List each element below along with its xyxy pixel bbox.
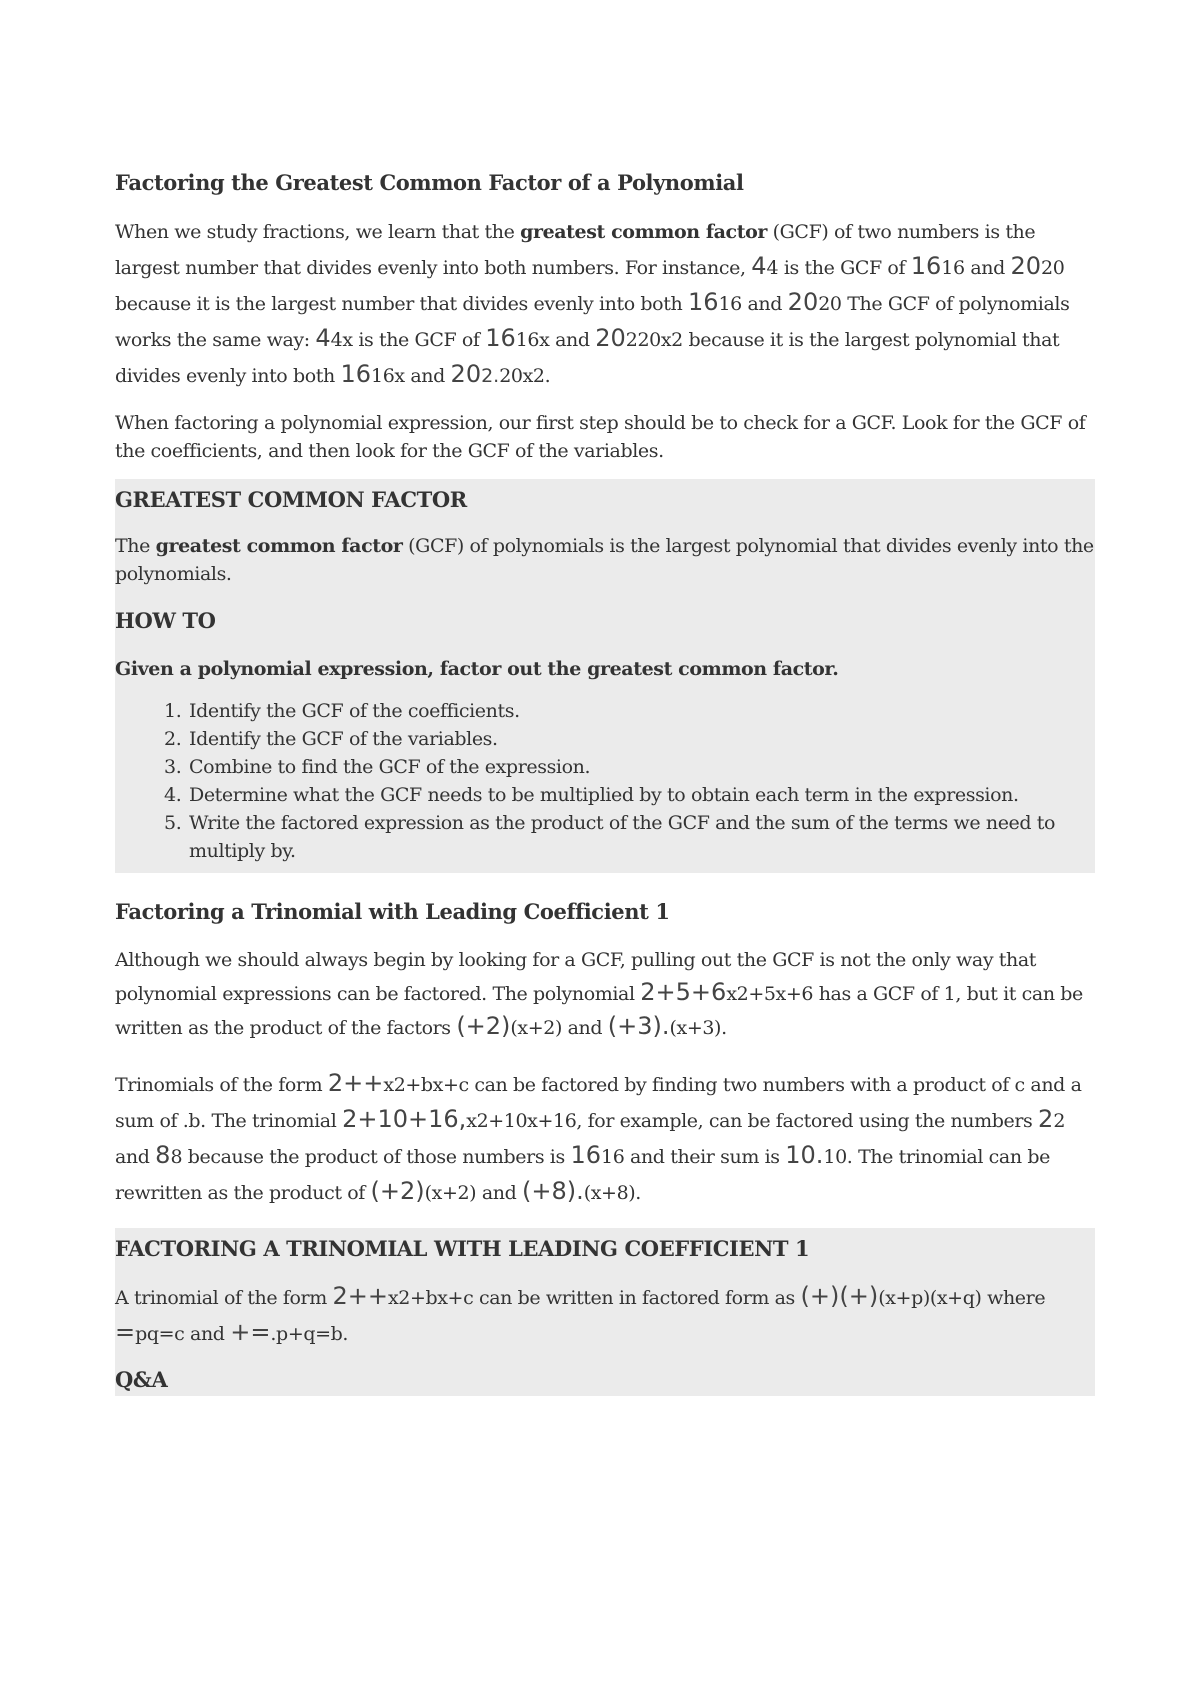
howto-instruction (115, 655, 1095, 683)
trinomial-definition-box (115, 1228, 1095, 1396)
howto-heading: HOW TO (115, 608, 216, 633)
gcf-intro-paragraph (115, 215, 1095, 393)
list-item: 2. Identify the GCF of the variables. (187, 725, 1095, 753)
math-expr: 20 (595, 324, 626, 352)
text: (x+8). (583, 1182, 641, 1204)
math-expr: 2+5+6 (640, 978, 727, 1006)
math-expr: 2. (481, 365, 500, 387)
bold-term: greatest common factor (155, 535, 403, 557)
text: 2 and (115, 1110, 1066, 1168)
list-item: 5. Write the factored expression as the product of the GCF and the sum of the terms we need to multiply by. (187, 809, 1095, 865)
gcf-definition-text (115, 532, 1095, 588)
math-expr: 20 (450, 360, 482, 388)
text: When we study fractions, we learn that the (115, 221, 521, 243)
text: c and a sum of (115, 1074, 1082, 1132)
text: The (115, 535, 156, 557)
box-heading: GREATEST COMMON FACTOR (115, 487, 467, 512)
text: 16 and (718, 293, 788, 315)
list-item: 3. Combine to find the GCF of the expression. (187, 753, 1095, 781)
list-item: 4. Determine what the GCF needs to be multiplied by to obtain each term in the expression. (187, 781, 1095, 809)
math-expr: 8 (155, 1141, 171, 1169)
text: (x+p)(x+q) where (878, 1287, 1046, 1309)
math-expr: 16 (570, 1141, 602, 1169)
text: (GCF) of two numbers is the largest number that divides evenly into both numbers. For instance, (115, 221, 1036, 279)
text: A trinomial of the form (115, 1287, 333, 1309)
math-expr: 2+10+16, (342, 1105, 467, 1133)
math-expr: 20 (1010, 252, 1042, 280)
math-expr: 16 (340, 360, 372, 388)
text: 4 is the GCF of (766, 257, 911, 279)
bold-term: greatest common factor (520, 221, 767, 243)
math-expr: 2++ (332, 1282, 388, 1310)
math-expr: = (115, 1318, 136, 1346)
text: (GCF) of polynomials is the largest polynomial that divides evenly into the polynomials. (115, 535, 1094, 585)
text: 20x2. (499, 365, 551, 387)
text: (x+3). (669, 1017, 727, 1039)
text: (x+2) and (424, 1182, 522, 1204)
text: x2+5x+6 has a GCF of 1, but it can be written as the product of the factors (115, 983, 1083, 1039)
text: .b. The trinomial (182, 1110, 343, 1132)
math-expr: (+)(+) (800, 1282, 879, 1310)
gcf-steps-intro-paragraph: When factoring a polynomial expression, our first step should be to check for a GCF. Look for the GCF of the coefficients, and then look for the GCF of the variables. (115, 412, 1086, 462)
math-expr: 10. (785, 1141, 824, 1169)
math-expr: 16 (910, 252, 942, 280)
text: x2+10x+16, for example, can be factored using the numbers (466, 1110, 1039, 1132)
text: 8 because the product of those numbers is (170, 1146, 571, 1168)
text: 220x2 because it is the largest polynomial that divides evenly into both (115, 329, 1060, 387)
bold-instruction: Given a polynomial expression, factor out the greatest common factor. (115, 658, 839, 680)
math-expr: 2++ (327, 1069, 384, 1097)
text: 16x and (371, 365, 451, 387)
text: 4x is the GCF of (330, 329, 486, 351)
text: (x+2) and (510, 1017, 608, 1039)
box-heading: FACTORING A TRINOMIAL WITH LEADING COEFFICIENT 1 (115, 1236, 810, 1261)
section-title-trinomial: Factoring a Trinomial with Leading Coefficient 1 (115, 899, 670, 924)
math-expr: (+2) (456, 1012, 511, 1040)
qa-heading: Q&A (115, 1367, 168, 1392)
text: Although we should always begin by looking for a GCF, pulling out the GCF is not the only way that polynomial expressions can be factored. The polynomial (115, 949, 1037, 1005)
text: 20 because it is the largest number that divides evenly into both (115, 257, 1065, 315)
text: 16 and (941, 257, 1011, 279)
trinomial-example-paragraph (115, 1066, 1095, 1210)
text: pq=c and (135, 1323, 231, 1345)
math-expr: (+3). (607, 1012, 670, 1040)
text: .p+q=b. (270, 1323, 349, 1345)
list-item: 1. Identify the GCF of the coefficients. (187, 697, 1095, 725)
math-expr: 4 (751, 252, 767, 280)
gcf-definition-box (115, 479, 1095, 873)
math-expr: 2 (1038, 1105, 1054, 1133)
math-expr: 16 (485, 324, 516, 352)
section-title-gcf: Factoring the Greatest Common Factor of a Polynomial (115, 170, 744, 195)
trinomial-intro-paragraph (115, 944, 1095, 1044)
math-expr: 16 (687, 288, 719, 316)
math-expr: 4 (315, 324, 331, 352)
trinomial-definition-text (115, 1279, 1095, 1351)
text: 16 and their sum is (601, 1146, 786, 1168)
document-content (115, 170, 1095, 1396)
text: 20 The GCF of polynomials works the same way: (115, 293, 1070, 351)
text: 16x and (515, 329, 596, 351)
howto-steps-list (115, 697, 1095, 865)
math-expr: (+8). (522, 1177, 584, 1205)
text: x2+bx+c can be factored by finding two numbers with a product of (383, 1074, 1015, 1096)
text: x2+bx+c can be written in factored form as (387, 1287, 801, 1309)
math-expr: += (230, 1318, 271, 1346)
text: Trinomials of the form (115, 1074, 328, 1096)
math-expr: (+2) (370, 1177, 425, 1205)
text: 10. The trinomial can be rewritten as the product of (115, 1146, 1050, 1204)
math-expr: 20 (787, 288, 819, 316)
